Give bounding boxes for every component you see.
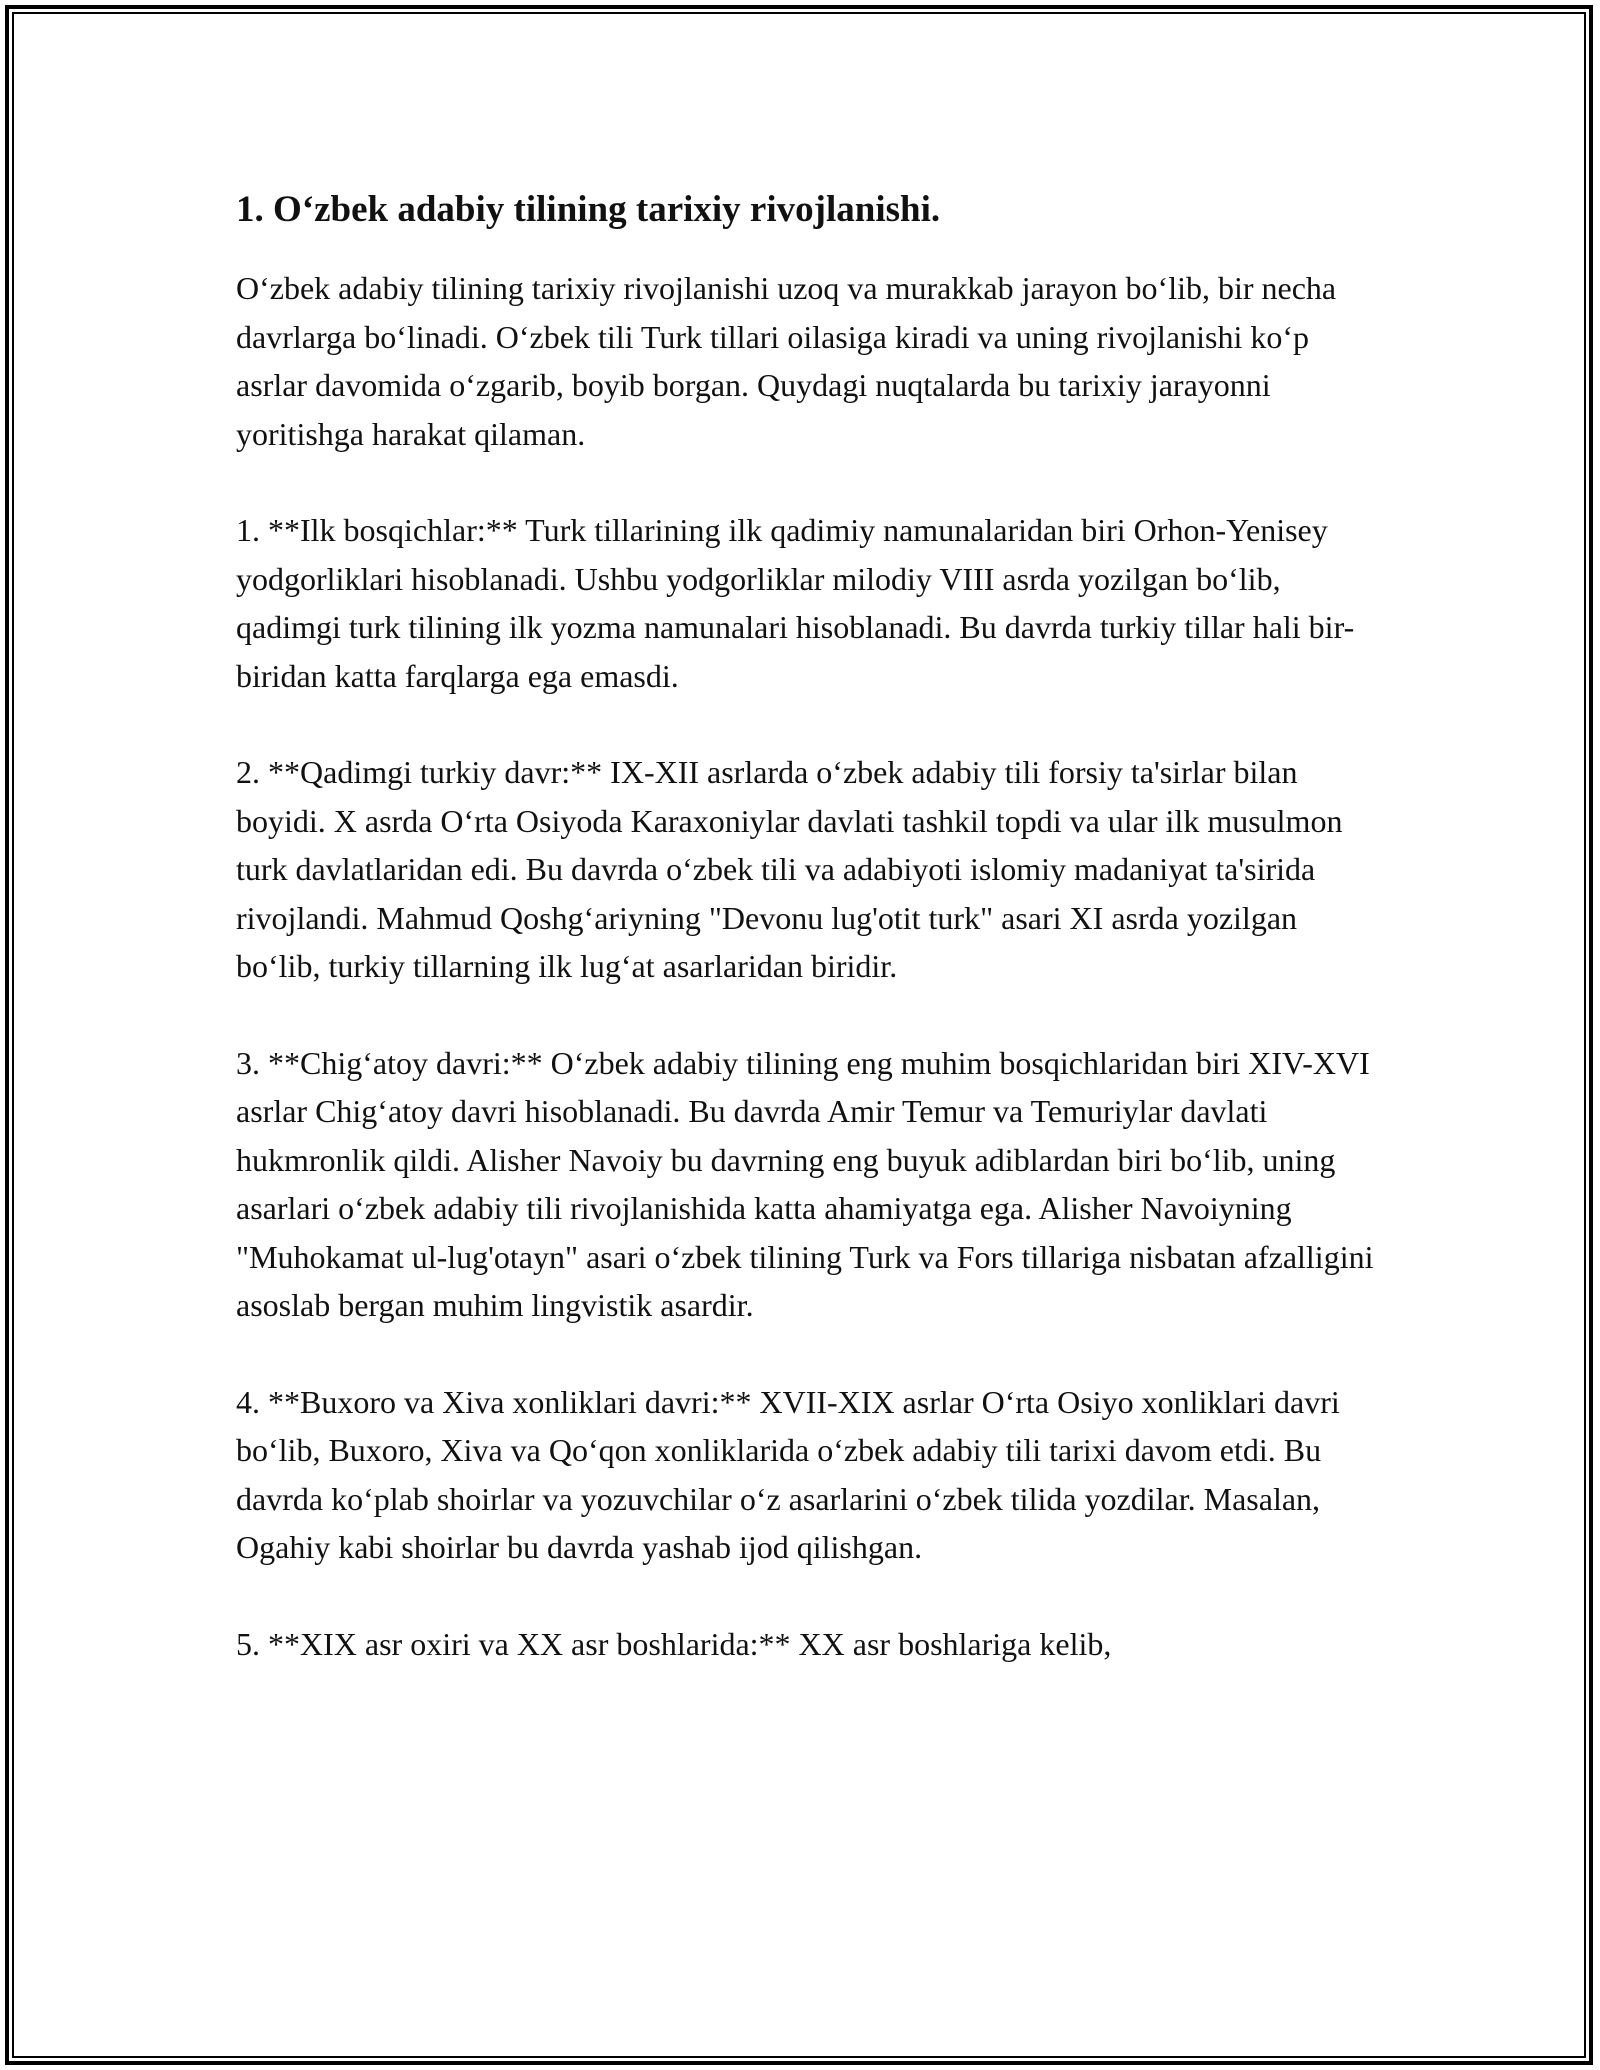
paragraph-ilk-bosqichlar: 1. **Ilk bosqichlar:** Turk tillarining ilk qadimiy namunalaridan biri Orhon-Yenisey yodgorliklari hisoblanadi. Ushbu yodgorliklar milodiy VIII asrda yozilgan bo‘lib, qadimgi turk tilining ilk yozma namunalari hisoblanadi. Bu davrda turkiy tillar hali bir-biridan katta farqlarga ega emasdi.: [236, 512, 1355, 694]
paragraph-chigatoy-davri: 3. **Chig‘atoy davri:** O‘zbek adabiy tilining eng muhim bosqichlaridan biri XIV-XVI asrlar Chig‘atoy davri hisoblanadi. Bu davrda Amir Temur va Temuriylar davlati hukmronlik qildi. Alisher Navoiy bu davrning eng buyuk adiblardan biri bo‘lib, uning asarlari o‘zbek adabiy tili rivojlanishida katta ahamiyatga ega. Alisher Navoiyning "Muhokamat ul-lug'otayn" asari o‘zbek tilining Turk va Fors tillariga nisbatan afzalligini asoslab bergan muhim lingvistik asardir.: [236, 1044, 1374, 1323]
paragraph-intro: O‘zbek adabiy tilining tarixiy rivojlanishi uzoq va murakkab jarayon bo‘lib, bir necha davrlarga bo‘linadi. O‘zbek tili Turk tillari oilasiga kiradi va uning rivojlanishi ko‘p asrlar davomida o‘zgarib, boyib borgan. Quydagi nuqtalarda bu tarixiy jarayonni yoritishga harakat qilaman.: [236, 270, 1337, 452]
paragraph-qadimgi-turkiy-davr: 2. **Qadimgi turkiy davr:** IX-XII asrlarda o‘zbek adabiy tili forsiy ta'sirlar bilan boyidi. X asrda O‘rta Osiyoda Karaxoniylar davlati tashkil topdi va ular ilk musulmon turk davlatlaridan edi. Bu davrda o‘zbek tili va adabiyoti islomiy madaniyat ta'sirida rivojlandi. Mahmud Qoshg‘ariyning "Devonu lug'otit turk" asari XI asrda yozilgan bo‘lib, turkiy tillarning ilk lug‘at asarlaridan biridir.: [236, 754, 1343, 984]
paragraph-xix-xx-asr: 5. **XIX asr oxiri va XX asr boshlarida:** XX asr boshlariga kelib,: [236, 1625, 1112, 1662]
document-body: [236, 186, 1376, 1716]
document-title: 1. O‘zbek adabiy tilining tarixiy rivojlanishi.: [236, 189, 941, 230]
paragraph-buxoro-xiva-davri: 4. **Buxoro va Xiva xonliklari davri:** XVII-XIX asrlar O‘rta Osiyo xonliklari davri bo‘lib, Buxoro, Xiva va Qo‘qon xonliklarida o‘zbek adabiy tili tarixi davom etdi. Bu davrda ko‘plab shoirlar va yozuvchilar o‘z asarlarini o‘zbek tilida yozdilar. Masalan, Ogahiy kabi shoirlar bu davrda yashab ijod qilishgan.: [236, 1383, 1340, 1565]
